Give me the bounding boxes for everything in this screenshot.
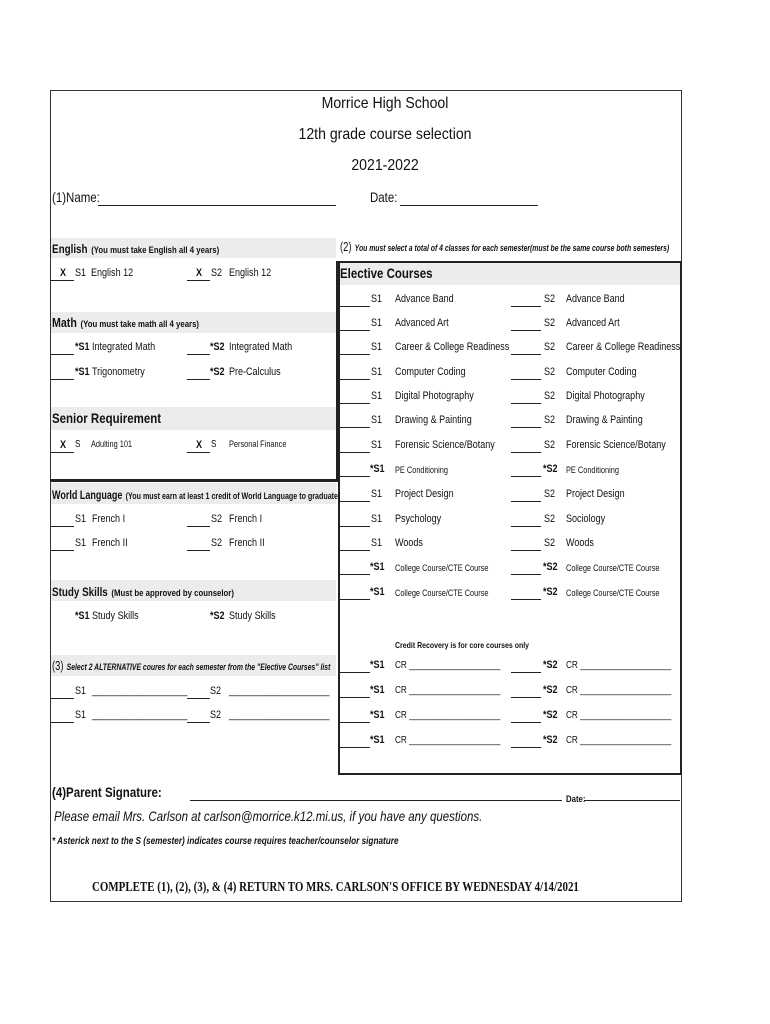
semester-label bbox=[370, 709, 388, 721]
credit-recovery-line-text: CR ____________________ bbox=[395, 685, 501, 696]
elective-course bbox=[395, 317, 460, 329]
semester-label-text: S2 bbox=[544, 341, 556, 353]
semester-label bbox=[544, 341, 557, 353]
semester-label-text: S bbox=[211, 439, 217, 450]
selection-blank[interactable] bbox=[187, 698, 210, 699]
elective-course bbox=[566, 537, 600, 549]
semester-label-text: S1 bbox=[75, 537, 87, 549]
semester-label-text: S1 bbox=[371, 390, 383, 402]
elective-box bbox=[338, 261, 682, 775]
semester-label bbox=[543, 561, 561, 573]
semester-label-text: *S1 bbox=[370, 586, 385, 598]
selection-blank[interactable] bbox=[51, 379, 74, 380]
elective-course bbox=[395, 341, 534, 353]
elective-course-text: Project Design bbox=[395, 488, 454, 500]
course-name-text: English 12 bbox=[229, 267, 272, 279]
selection-mark bbox=[60, 439, 67, 451]
semester-label-text: S2 bbox=[544, 293, 556, 305]
elective-course bbox=[395, 465, 460, 475]
semester-label-text: S1 bbox=[371, 537, 383, 549]
semester-label-text: *S2 bbox=[543, 659, 558, 671]
elective-course bbox=[566, 439, 688, 451]
credit-recovery-line bbox=[566, 710, 694, 721]
date-label: Date: bbox=[370, 189, 398, 205]
semester-label-text: S1 bbox=[371, 414, 383, 426]
elective-blank[interactable] bbox=[511, 330, 541, 331]
semester-label bbox=[544, 513, 557, 525]
credit-recovery-line bbox=[566, 735, 694, 746]
course-name-text: French II bbox=[92, 537, 128, 549]
study-skills-heading: Study Skills (Must be approved by counselor) bbox=[52, 585, 234, 599]
selection-mark bbox=[196, 267, 203, 279]
elective-course bbox=[566, 390, 662, 402]
elective-course bbox=[395, 293, 467, 305]
semester-label bbox=[371, 537, 384, 549]
semester-label bbox=[75, 537, 88, 549]
course-name bbox=[92, 341, 169, 353]
semester-label-text: S1 bbox=[371, 488, 383, 500]
credit-recovery-line-text: CR ____________________ bbox=[566, 710, 672, 721]
selection-mark-text: X bbox=[60, 267, 67, 279]
semester-label bbox=[543, 684, 561, 696]
elective-blank[interactable] bbox=[511, 501, 541, 502]
course-name-text: Pre-Calculus bbox=[229, 366, 281, 378]
elective-blank[interactable] bbox=[340, 306, 370, 307]
elective-course bbox=[566, 513, 614, 525]
elective-course-text: College Course/CTE Course bbox=[566, 563, 660, 573]
elective-course bbox=[566, 488, 638, 500]
elective-blank[interactable] bbox=[511, 403, 541, 404]
elective-course-text: Project Design bbox=[566, 488, 625, 500]
cr-blank[interactable] bbox=[340, 672, 370, 673]
selection-blank[interactable] bbox=[187, 722, 210, 723]
selection-blank[interactable] bbox=[187, 526, 210, 527]
semester-label-text: *S2 bbox=[210, 341, 225, 353]
name-label: (1)Name: bbox=[52, 189, 100, 205]
elective-course bbox=[395, 563, 509, 573]
credit-recovery-line-text: CR ____________________ bbox=[566, 685, 672, 696]
semester-label bbox=[371, 488, 384, 500]
semester-label bbox=[75, 341, 93, 353]
semester-label bbox=[543, 463, 561, 475]
course-name-text: Integrated Math bbox=[92, 341, 156, 353]
date-field[interactable] bbox=[400, 205, 538, 206]
semester-label bbox=[544, 488, 557, 500]
elective-course-text: Psychology bbox=[395, 513, 442, 525]
elective-course-text: Career & College Readiness bbox=[395, 341, 510, 353]
semester-label bbox=[370, 561, 388, 573]
cr-blank[interactable] bbox=[511, 747, 541, 748]
elective-blank[interactable] bbox=[340, 574, 370, 575]
course-name bbox=[229, 610, 286, 622]
selection-blank[interactable] bbox=[187, 354, 210, 355]
semester-label bbox=[211, 513, 224, 525]
alternative-line-2 bbox=[229, 685, 351, 697]
semester-label bbox=[371, 414, 384, 426]
semester-label-text: S1 bbox=[371, 366, 383, 378]
elective-course-text: Advanced Art bbox=[566, 317, 620, 329]
semester-label-text: *S2 bbox=[543, 734, 558, 746]
signature-date-label: Date: bbox=[566, 794, 586, 805]
course-name bbox=[229, 341, 306, 353]
semester-label bbox=[544, 537, 557, 549]
elective-blank[interactable] bbox=[340, 476, 370, 477]
credit-recovery-line bbox=[395, 685, 523, 696]
semester-label-text: S2 bbox=[544, 439, 556, 451]
semester-label-text: *S2 bbox=[210, 610, 225, 622]
semester-label bbox=[544, 366, 557, 378]
semester-label bbox=[543, 709, 561, 721]
parent-signature-field[interactable] bbox=[190, 800, 562, 801]
course-name bbox=[91, 267, 142, 279]
elective-blank[interactable] bbox=[340, 501, 370, 502]
english-heading: English (You must take English all 4 years) bbox=[52, 242, 220, 256]
semester-label bbox=[544, 293, 557, 305]
semester-label bbox=[371, 390, 384, 402]
senior-heading: Senior Requirement bbox=[52, 410, 162, 426]
semester-label-text: S2 bbox=[544, 537, 556, 549]
semester-label bbox=[543, 659, 561, 671]
elective-course-text: College Course/CTE Course bbox=[395, 588, 489, 598]
elective-blank[interactable] bbox=[511, 306, 541, 307]
elective-course-text: Advanced Art bbox=[395, 317, 449, 329]
course-name-text: Study Skills bbox=[92, 610, 139, 622]
elective-course bbox=[395, 366, 481, 378]
selection-blank[interactable] bbox=[51, 698, 74, 699]
elective-course-text: Advance Band bbox=[395, 293, 454, 305]
elective-course bbox=[395, 439, 517, 451]
course-name bbox=[229, 439, 299, 449]
course-name bbox=[92, 366, 156, 378]
alternative-line-1 bbox=[92, 685, 208, 697]
asterisk-note: * Asterick next to the S (semester) indicates course requires teacher/counselor signature bbox=[52, 836, 399, 847]
elective-course-text: Forensic Science/Botany bbox=[395, 439, 495, 451]
course-name bbox=[92, 537, 135, 549]
elective-course bbox=[395, 488, 467, 500]
credit-recovery-line bbox=[395, 660, 523, 671]
semester-label-text: *S1 bbox=[75, 341, 90, 353]
school-year: 2021-2022 bbox=[351, 157, 419, 174]
semester-label-text: S bbox=[75, 439, 81, 450]
semester-label-text: *S1 bbox=[370, 709, 385, 721]
credit-recovery-line-text: CR ____________________ bbox=[395, 660, 501, 671]
semester-label bbox=[211, 439, 218, 450]
selection-blank[interactable] bbox=[51, 526, 74, 527]
semester-label bbox=[544, 414, 557, 426]
elective-blank[interactable] bbox=[511, 354, 541, 355]
elective-blank[interactable] bbox=[511, 452, 541, 453]
semester-label bbox=[371, 293, 384, 305]
elective-course bbox=[566, 563, 680, 573]
semester-label bbox=[370, 463, 388, 475]
semester-label-text: S1 bbox=[371, 439, 383, 451]
elective-course-text: Digital Photography bbox=[395, 390, 474, 402]
credit-recovery-line-text: CR ____________________ bbox=[566, 660, 672, 671]
selection-blank[interactable] bbox=[51, 354, 74, 355]
semester-label bbox=[544, 439, 557, 451]
semester-label-text: *S1 bbox=[370, 463, 385, 475]
semester-label-text: *S2 bbox=[543, 586, 558, 598]
elective-blank[interactable] bbox=[511, 526, 541, 527]
elective-blank[interactable] bbox=[511, 476, 541, 477]
elective-course-text: Woods bbox=[395, 537, 423, 549]
semester-label bbox=[210, 341, 228, 353]
elective-blank[interactable] bbox=[340, 427, 370, 428]
alternative-line-2-text: ____________________ bbox=[229, 709, 330, 721]
semester-label-text: S1 bbox=[75, 267, 87, 279]
semester-label bbox=[75, 610, 93, 622]
selection-blank[interactable] bbox=[51, 280, 74, 281]
course-name bbox=[229, 267, 280, 279]
elective-course-text: Sociology bbox=[566, 513, 606, 525]
semester-label-text: *S2 bbox=[543, 561, 558, 573]
course-name-text: Trigonometry bbox=[92, 366, 145, 378]
elective-course-text: Computer Coding bbox=[395, 366, 466, 378]
semester-label-text: S1 bbox=[371, 293, 383, 305]
semester-label-text: *S1 bbox=[75, 610, 90, 622]
elective-course-text: Advance Band bbox=[566, 293, 625, 305]
semester-label-text: S1 bbox=[371, 513, 383, 525]
elective-blank[interactable] bbox=[511, 379, 541, 380]
course-name-text: Study Skills bbox=[229, 610, 276, 622]
semester-label-text: S2 bbox=[210, 709, 222, 721]
semester-label-text: *S2 bbox=[543, 709, 558, 721]
elective-course bbox=[566, 465, 631, 475]
elective-blank[interactable] bbox=[340, 330, 370, 331]
semester-label bbox=[370, 659, 388, 671]
semester-label-text: S1 bbox=[75, 709, 87, 721]
elective-blank[interactable] bbox=[511, 550, 541, 551]
selection-blank[interactable] bbox=[187, 550, 210, 551]
semester-label bbox=[210, 709, 223, 721]
semester-label-text: S1 bbox=[371, 341, 383, 353]
course-name-text: French II bbox=[229, 537, 265, 549]
signature-date-field[interactable] bbox=[584, 800, 680, 801]
course-name bbox=[92, 610, 149, 622]
semester-label bbox=[370, 586, 388, 598]
semester-label-text: *S2 bbox=[543, 684, 558, 696]
elective-course bbox=[566, 366, 652, 378]
semester-label-text: *S1 bbox=[75, 366, 90, 378]
selection-blank[interactable] bbox=[187, 379, 210, 380]
selection-blank[interactable] bbox=[51, 452, 74, 453]
semester-label bbox=[370, 684, 388, 696]
credit-recovery-line bbox=[566, 660, 694, 671]
semester-label bbox=[75, 439, 82, 450]
divider bbox=[336, 261, 339, 480]
semester-label bbox=[371, 439, 384, 451]
cr-blank[interactable] bbox=[340, 722, 370, 723]
semester-label bbox=[75, 366, 93, 378]
elective-course-text: Drawing & Painting bbox=[566, 414, 643, 426]
course-name bbox=[229, 513, 269, 525]
elective-course bbox=[566, 414, 660, 426]
course-name bbox=[92, 513, 132, 525]
alternative-line-1-text: ___________________ bbox=[92, 709, 188, 721]
parent-signature-label: (4)Parent Signature: bbox=[52, 784, 162, 800]
credit-recovery-line bbox=[566, 685, 694, 696]
semester-label-text: S1 bbox=[371, 317, 383, 329]
semester-label-text: S2 bbox=[210, 685, 222, 697]
alternatives-heading: (3) Select 2 ALTERNATIVE coures for each semester from the "Elective Courses" list bbox=[52, 658, 331, 673]
form-title: 12th grade course selection bbox=[298, 126, 472, 143]
semester-label bbox=[75, 685, 88, 697]
selection-mark-text: X bbox=[196, 267, 203, 279]
course-name bbox=[91, 439, 141, 449]
elective-course-text: College Course/CTE Course bbox=[395, 563, 489, 573]
alternative-line-2 bbox=[229, 709, 351, 721]
selection-blank[interactable] bbox=[51, 550, 74, 551]
name-field[interactable] bbox=[98, 205, 336, 206]
world-language-heading: World Language (You must earn at least 1 credit of World Language to graduate) bbox=[52, 488, 341, 502]
course-name-text: French I bbox=[229, 513, 263, 525]
credit-recovery-line-text: CR ____________________ bbox=[566, 735, 672, 746]
elective-course-text: Drawing & Painting bbox=[395, 414, 472, 426]
semester-label bbox=[371, 366, 384, 378]
elective-course bbox=[395, 588, 509, 598]
elective-blank[interactable] bbox=[511, 574, 541, 575]
credit-recovery-line bbox=[395, 710, 523, 721]
course-name-text: French I bbox=[92, 513, 126, 525]
elective-title: Elective Courses bbox=[340, 265, 433, 281]
selection-mark bbox=[196, 439, 203, 451]
semester-label-text: S2 bbox=[544, 317, 556, 329]
cr-blank[interactable] bbox=[340, 747, 370, 748]
selection-mark-text: X bbox=[60, 439, 67, 451]
semester-label-text: *S2 bbox=[210, 366, 225, 378]
email-note: Please email Mrs. Carlson at carlson@morrice.k12.mi.us, if you have any questions. bbox=[54, 808, 483, 824]
semester-label bbox=[543, 734, 561, 746]
elective-course-text: Career & College Readiness bbox=[566, 341, 681, 353]
selection-blank[interactable] bbox=[187, 452, 210, 453]
cr-blank[interactable] bbox=[511, 672, 541, 673]
elective-blank[interactable] bbox=[340, 354, 370, 355]
elective-course bbox=[566, 341, 705, 353]
semester-label-text: S1 bbox=[75, 685, 87, 697]
semester-label-text: *S1 bbox=[370, 561, 385, 573]
semester-label-text: *S1 bbox=[370, 684, 385, 696]
alternative-line-1-text: ___________________ bbox=[92, 685, 188, 697]
elective-blank[interactable] bbox=[511, 599, 541, 600]
semester-label bbox=[543, 586, 561, 598]
alternative-line-2-text: ____________________ bbox=[229, 685, 330, 697]
semester-label bbox=[75, 513, 88, 525]
course-name bbox=[229, 366, 292, 378]
selection-blank[interactable] bbox=[187, 280, 210, 281]
elective-course-text: Computer Coding bbox=[566, 366, 637, 378]
semester-label bbox=[544, 317, 557, 329]
elective-course bbox=[566, 293, 638, 305]
elective-course bbox=[395, 390, 491, 402]
footer-instruction: COMPLETE (1), (2), (3), & (4) RETURN TO MRS. CARLSON'S OFFICE BY WEDNESDAY 4/14/2021 bbox=[92, 880, 579, 895]
course-name-text: Adulting 101 bbox=[91, 439, 133, 449]
cr-blank[interactable] bbox=[511, 697, 541, 698]
semester-label-text: S1 bbox=[75, 513, 87, 525]
semester-label-text: S2 bbox=[211, 537, 223, 549]
selection-mark bbox=[60, 267, 67, 279]
selection-mark-text: X bbox=[196, 439, 203, 451]
course-name-text: Personal Finance bbox=[229, 439, 287, 449]
semester-label-text: S2 bbox=[211, 267, 223, 279]
elective-blank[interactable] bbox=[340, 526, 370, 527]
semester-label bbox=[210, 685, 223, 697]
cr-blank[interactable] bbox=[511, 722, 541, 723]
elective-blank[interactable] bbox=[340, 550, 370, 551]
course-name-text: English 12 bbox=[91, 267, 134, 279]
course-name bbox=[229, 537, 272, 549]
elective-course-text: Woods bbox=[566, 537, 594, 549]
elective-blank[interactable] bbox=[340, 379, 370, 380]
semester-label bbox=[370, 734, 388, 746]
elective-course-text: Forensic Science/Botany bbox=[566, 439, 666, 451]
elective-instruction: (2) You must select a total of 4 classes for each semester(must be the same course both semesters) bbox=[340, 239, 670, 254]
semester-label bbox=[211, 537, 224, 549]
semester-label bbox=[544, 390, 557, 402]
credit-recovery-line bbox=[395, 735, 523, 746]
credit-recovery-line-text: CR ____________________ bbox=[395, 735, 501, 746]
semester-label bbox=[210, 366, 228, 378]
semester-label-text: S2 bbox=[544, 366, 556, 378]
elective-blank[interactable] bbox=[511, 427, 541, 428]
elective-course-text: College Course/CTE Course bbox=[566, 588, 660, 598]
semester-label bbox=[371, 341, 384, 353]
divider bbox=[50, 479, 338, 482]
elective-course-text: PE Conditioning bbox=[566, 465, 619, 475]
alternative-line-1 bbox=[92, 709, 208, 721]
elective-course bbox=[566, 317, 631, 329]
elective-course bbox=[395, 537, 429, 549]
school-name: Morrice High School bbox=[321, 95, 449, 112]
math-heading: Math (You must take math all 4 years) bbox=[52, 315, 200, 330]
semester-label-text: S2 bbox=[544, 390, 556, 402]
elective-course-text: PE Conditioning bbox=[395, 465, 448, 475]
semester-label-text: S2 bbox=[544, 488, 556, 500]
selection-blank[interactable] bbox=[51, 722, 74, 723]
semester-label bbox=[210, 610, 228, 622]
semester-label-text: S2 bbox=[211, 513, 223, 525]
elective-course bbox=[395, 513, 451, 525]
course-name-text: Integrated Math bbox=[229, 341, 293, 353]
semester-label-text: S2 bbox=[544, 513, 556, 525]
semester-label-text: *S1 bbox=[370, 734, 385, 746]
semester-label-text: *S2 bbox=[543, 463, 558, 475]
elective-course bbox=[395, 414, 489, 426]
elective-course bbox=[566, 588, 680, 598]
cr-blank[interactable] bbox=[340, 697, 370, 698]
semester-label bbox=[211, 267, 224, 279]
elective-blank[interactable] bbox=[340, 403, 370, 404]
semester-label bbox=[371, 317, 384, 329]
elective-course-text: Digital Photography bbox=[566, 390, 645, 402]
elective-blank[interactable] bbox=[340, 599, 370, 600]
semester-label bbox=[371, 513, 384, 525]
semester-label-text: S2 bbox=[544, 414, 556, 426]
semester-label-text: *S1 bbox=[370, 659, 385, 671]
credit-recovery-line-text: CR ____________________ bbox=[395, 710, 501, 721]
elective-blank[interactable] bbox=[340, 452, 370, 453]
credit-recovery-note: Credit Recovery is for core courses only bbox=[395, 640, 530, 650]
semester-label bbox=[75, 709, 88, 721]
semester-label bbox=[75, 267, 88, 279]
